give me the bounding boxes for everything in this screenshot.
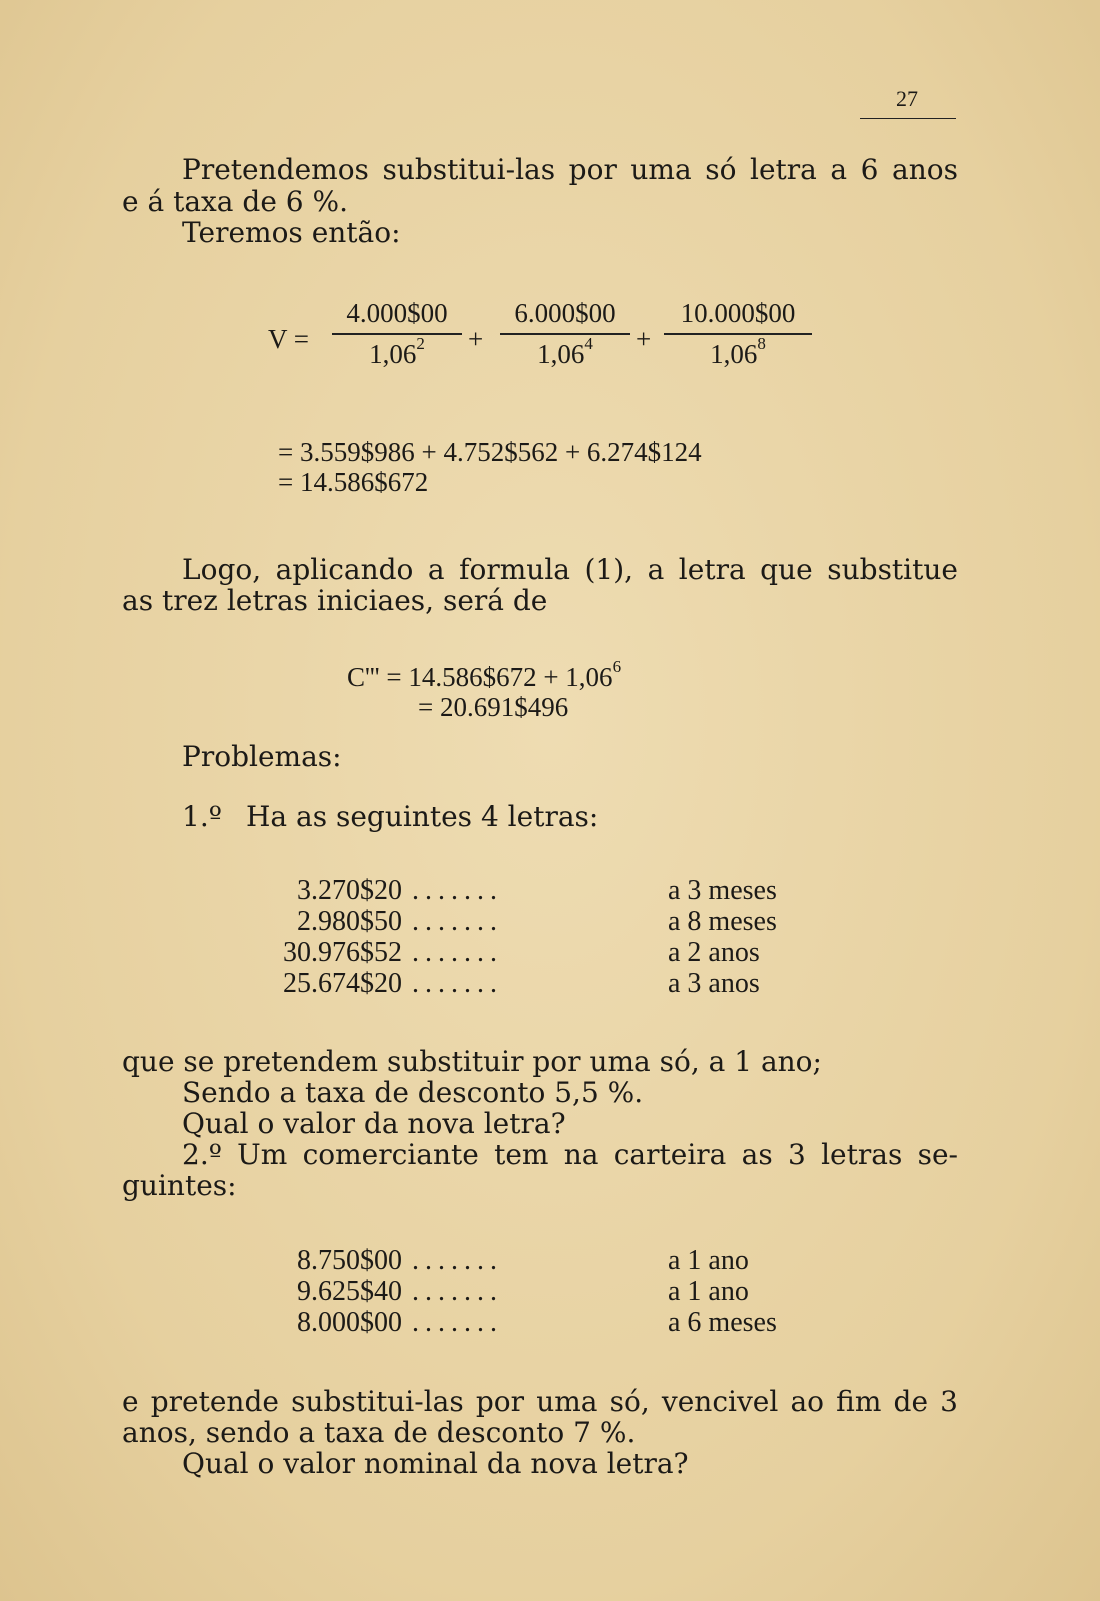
letter-term: a 8 meses [668,906,777,937]
intro-line-1: Pretendemos substitui-las por uma só letra a 6 anos [182,153,958,186]
fraction-1-denominator: 1,06$^2$ [369,333,425,369]
letter-term: a 3 meses [668,875,777,906]
equation-v-result-2: = 14.586$672 [278,467,429,497]
fraction-3-bar [664,333,812,335]
problem-2-line-2: guintes: [122,1169,237,1202]
leader-dots: ....... [412,1307,503,1338]
equation-c-line-1: C''' = 14.586$672 + $1,06^6$ [347,657,622,692]
letter-amount: 3.270$20 [297,875,402,906]
logo-line-2: as trez letras iniciaes, será de [122,584,548,617]
problem-2-letters-table [262,1245,862,1338]
fraction-term-3 [664,298,812,370]
leader-dots: ....... [412,968,503,999]
equation-v-result-1: = 3.559$986 + 4.752$562 + 6.274$124 [278,437,702,467]
fraction-3-numerator: 10.000$00 [680,298,796,328]
page-number-rule [860,118,956,119]
leader-dots: ....... [412,875,503,906]
fraction-2-numerator: 6.000$00 [514,298,616,328]
plus-sign-1: + [468,324,484,354]
intro-line-3: Teremos então: [182,216,401,249]
table-row [262,1245,862,1276]
intro-line-2: e á taxa de 6 %. [122,185,349,218]
equation-v-lhs: V = [268,324,309,354]
fraction-term-2 [500,298,630,370]
table-row [262,1307,862,1338]
letter-term: a 1 ano [668,1276,749,1307]
table-row [262,906,862,937]
fraction-term-1 [332,298,462,370]
problem-1-number: 1.º [182,800,222,833]
letter-amount: 25.674$20 [283,968,402,999]
equation-c-line-2: = 20.691$496 [418,692,569,722]
leader-dots: ....... [412,1245,503,1276]
problem-1-intro: Ha as seguintes 4 letras: [246,800,599,833]
leader-dots: ....... [412,906,503,937]
letter-term: a 6 meses [668,1307,777,1338]
problem-1-text-2: Sendo a taxa de desconto 5,5 %. [182,1076,644,1109]
fraction-1-bar [332,333,462,335]
problem-1-text-1: que se pretendem substituir por uma só, a 1 ano; [122,1045,822,1078]
problem-2-text-2: anos, sendo a taxa de desconto 7 %. [122,1416,636,1449]
logo-line-1: Logo, aplicando a formula (1), a letra que substitue [182,553,958,586]
letter-amount: 9.625$40 [297,1276,402,1307]
problem-2-line-1: 2.º Um comerciante tem na carteira as 3 letras se- [182,1138,958,1171]
page-number: 27 [896,86,918,111]
fraction-1-numerator: 4.000$00 [346,298,448,328]
fraction-3-denominator: 1,06$^8$ [710,333,766,369]
letter-amount: 2.980$50 [297,906,402,937]
fraction-2-bar [500,333,630,335]
leader-dots: ....... [412,937,503,968]
letter-amount: 8.750$00 [297,1245,402,1276]
table-row [262,1276,862,1307]
problemas-heading: Problemas: [182,740,342,773]
letter-amount: 8.000$00 [297,1307,402,1338]
table-row [262,968,862,999]
problem-1-text-3: Qual o valor da nova letra? [182,1107,566,1140]
plus-sign-2: + [636,324,652,354]
letter-term: a 2 anos [668,937,760,968]
table-row [262,937,862,968]
problem-2-text-1: e pretende substitui-las por uma só, vencivel ao fim de 3 [122,1385,958,1418]
leader-dots: ....... [412,1276,503,1307]
problem-1-letters-table [262,875,862,999]
fraction-2-denominator: 1,06$^4$ [537,333,593,369]
problem-2-text-3: Qual o valor nominal da nova letra? [182,1447,689,1480]
letter-term: a 3 anos [668,968,760,999]
table-row [262,875,862,906]
letter-amount: 30.976$52 [283,937,402,968]
letter-term: a 1 ano [668,1245,749,1276]
